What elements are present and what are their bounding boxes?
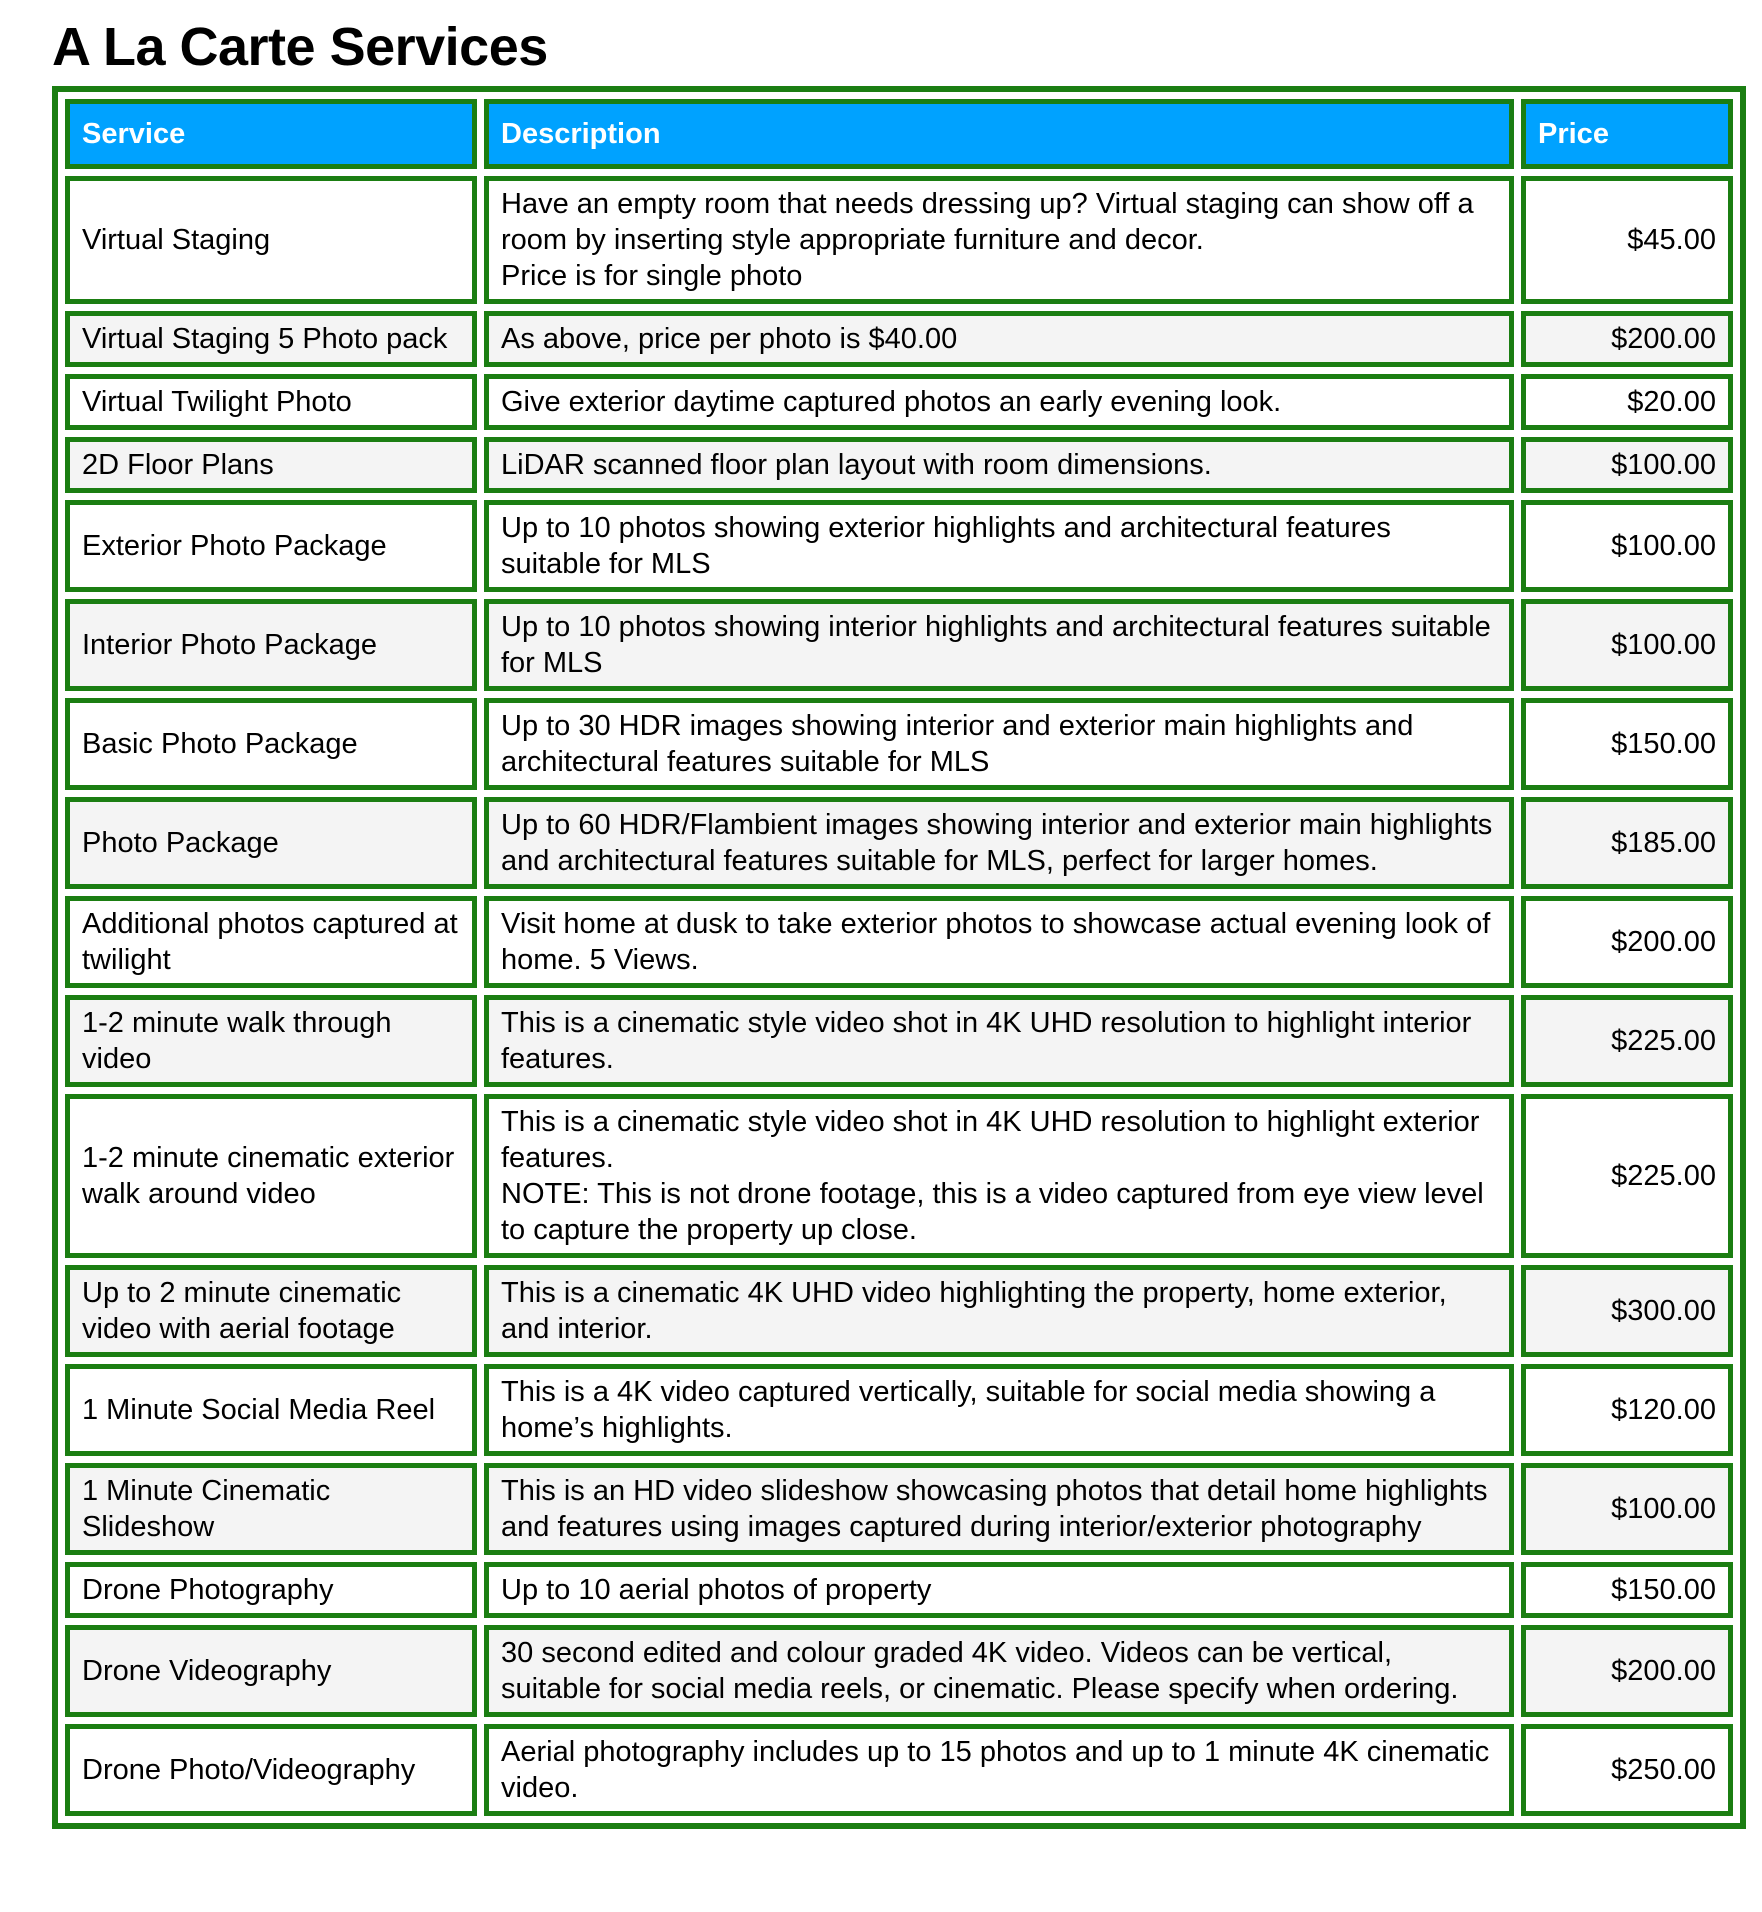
price-cell: $45.00 [1521,176,1733,304]
description-cell [484,176,1514,304]
description-cell [484,1463,1514,1555]
table-row [65,1265,1733,1357]
description-cell [484,599,1514,691]
table-row [65,797,1733,889]
price-cell: $150.00 [1521,1562,1733,1618]
header-service: Service [65,99,477,169]
table-row [65,176,1733,304]
description-cell [484,995,1514,1087]
price-cell: $185.00 [1521,797,1733,889]
description-cell [484,698,1514,790]
price-cell: $100.00 [1521,437,1733,493]
table-row [65,311,1733,367]
service-cell: Virtual Staging [65,176,477,304]
service-cell: 1-2 minute walk through video [65,995,477,1087]
service-cell: 1-2 minute cinematic exterior walk around video [65,1094,477,1258]
price-cell: $100.00 [1521,500,1733,592]
price-cell: $120.00 [1521,1364,1733,1456]
price-cell: $100.00 [1521,1463,1733,1555]
table-row [65,698,1733,790]
table-row [65,995,1733,1087]
table-row [65,437,1733,493]
description-line: This is a cinematic style video shot in 4K UHD resolution to highlight exterior features. [501,1106,1480,1174]
description-line: This is a cinematic style video shot in 4K UHD resolution to highlight interior features. [501,1007,1472,1075]
description-line: Up to 60 HDR/Flambient images showing interior and exterior main highlights and architectural features suitable for MLS, perfect for larger homes. [501,809,1493,877]
description-cell [484,896,1514,988]
table-row [65,1625,1733,1717]
description-line: This is a cinematic 4K UHD video highlighting the property, home exterior, and interior. [501,1277,1447,1345]
price-cell: $150.00 [1521,698,1733,790]
service-cell: Photo Package [65,797,477,889]
services-table-container [52,86,1746,1829]
description-cell [484,1724,1514,1816]
price-cell: $200.00 [1521,311,1733,367]
service-cell: Basic Photo Package [65,698,477,790]
service-cell: 2D Floor Plans [65,437,477,493]
service-cell: Drone Videography [65,1625,477,1717]
table-row [65,1094,1733,1258]
table-row [65,1463,1733,1555]
description-line: This is an HD video slideshow showcasing photos that detail home highlights and features using images captured during interior/exterior photography [501,1475,1488,1543]
description-line: Aerial photography includes up to 15 photos and up to 1 minute 4K cinematic video. [501,1736,1490,1804]
description-cell [484,1364,1514,1456]
table-row [65,1562,1733,1618]
description-line: Up to 10 aerial photos of property [501,1574,932,1606]
table-body [65,176,1733,1816]
description-cell [484,437,1514,493]
service-cell: 1 Minute Social Media Reel [65,1364,477,1456]
description-cell [484,311,1514,367]
description-line: Up to 10 photos showing exterior highlights and architectural features suitable for MLS [501,512,1391,580]
page-title: A La Carte Services [52,17,548,77]
table-row [65,500,1733,592]
description-cell [484,500,1514,592]
description-line: As above, price per photo is $40.00 [501,323,958,355]
description-line: Price is for single photo [501,260,803,292]
description-cell [484,374,1514,430]
service-cell: Up to 2 minute cinematic video with aerial footage [65,1265,477,1357]
description-cell [484,1562,1514,1618]
service-cell: Virtual Staging 5 Photo pack [65,311,477,367]
description-line: Up to 10 photos showing interior highlights and architectural features suitable for MLS [501,611,1491,679]
service-cell: Drone Photography [65,1562,477,1618]
price-cell: $225.00 [1521,995,1733,1087]
price-cell: $300.00 [1521,1265,1733,1357]
table-header-row [65,99,1733,169]
header-price: Price [1521,99,1733,169]
description-line: 30 second edited and colour graded 4K video. Videos can be vertical, suitable for social media reels, or cinematic. Please specify when ordering. [501,1637,1459,1705]
price-cell: $100.00 [1521,599,1733,691]
table-row [65,374,1733,430]
table-row [65,896,1733,988]
service-cell: 1 Minute Cinematic Slideshow [65,1463,477,1555]
price-cell: $200.00 [1521,896,1733,988]
header-description: Description [484,99,1514,169]
description-cell [484,1265,1514,1357]
description-line: This is a 4K video captured vertically, suitable for social media showing a home’s highlights. [501,1376,1436,1444]
table-row [65,1724,1733,1816]
table-row [65,1364,1733,1456]
description-cell [484,1094,1514,1258]
service-cell: Additional photos captured at twilight [65,896,477,988]
service-cell: Drone Photo/Videography [65,1724,477,1816]
description-line: Visit home at dusk to take exterior photos to showcase actual evening look of home. 5 Views. [501,908,1491,976]
description-line: LiDAR scanned floor plan layout with room dimensions. [501,449,1212,481]
service-cell: Interior Photo Package [65,599,477,691]
price-cell: $225.00 [1521,1094,1733,1258]
price-cell: $200.00 [1521,1625,1733,1717]
description-line: NOTE: This is not drone footage, this is a video captured from eye view level to capture the property up close. [501,1178,1484,1246]
price-cell: $20.00 [1521,374,1733,430]
description-cell [484,1625,1514,1717]
description-line: Have an empty room that needs dressing up? Virtual staging can show off a room by inserting style appropriate furniture and decor. [501,188,1474,256]
description-line: Up to 30 HDR images showing interior and exterior main highlights and architectural features suitable for MLS [501,710,1414,778]
service-cell: Exterior Photo Package [65,500,477,592]
services-table [52,86,1746,1829]
description-cell [484,797,1514,889]
table-row [65,599,1733,691]
description-line: Give exterior daytime captured photos an early evening look. [501,386,1282,418]
price-cell: $250.00 [1521,1724,1733,1816]
service-cell: Virtual Twilight Photo [65,374,477,430]
